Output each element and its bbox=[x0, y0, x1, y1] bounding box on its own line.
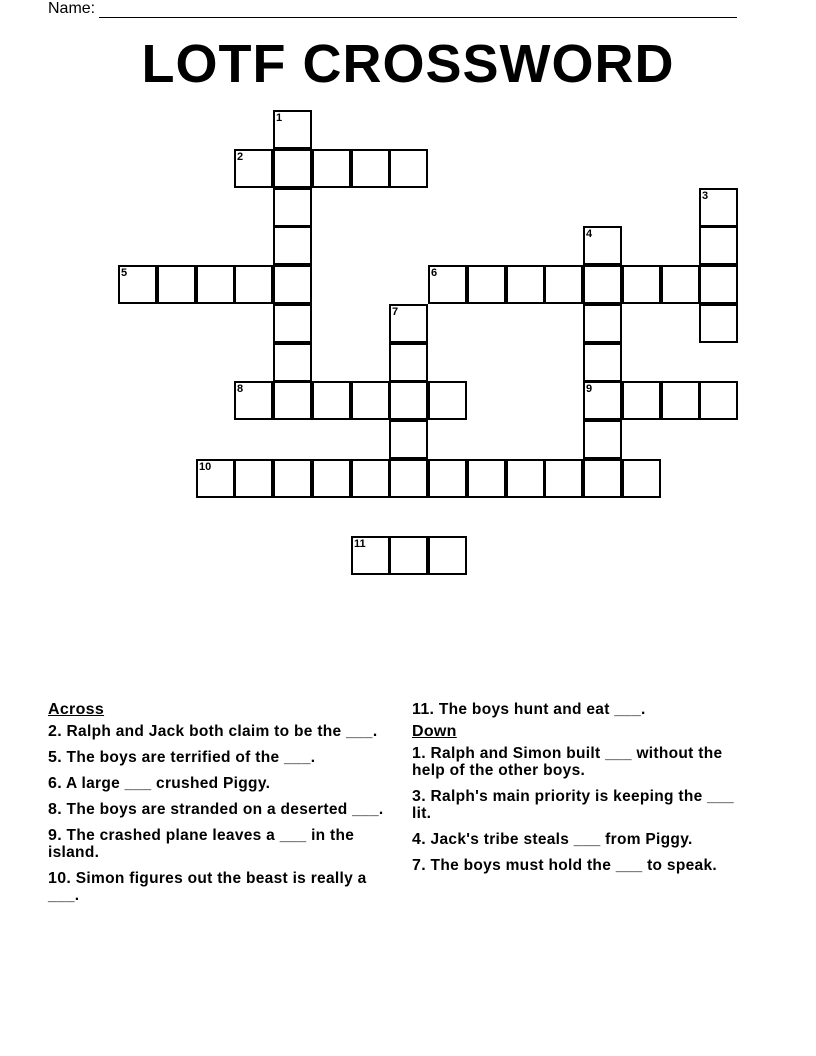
grid-cell[interactable] bbox=[234, 381, 273, 420]
clue-number: 9. bbox=[48, 827, 62, 844]
cell-number: 8 bbox=[237, 383, 244, 395]
grid-cell[interactable] bbox=[389, 381, 428, 420]
clue-number: 5. bbox=[48, 749, 62, 766]
grid-cell[interactable] bbox=[428, 381, 467, 420]
grid-cell[interactable] bbox=[506, 459, 545, 498]
grid-cell[interactable] bbox=[389, 420, 428, 459]
grid-cell[interactable] bbox=[389, 343, 428, 382]
grid-cell[interactable] bbox=[583, 265, 622, 304]
grid-cell[interactable] bbox=[661, 381, 700, 420]
clue-text: A large ___ crushed Piggy. bbox=[61, 775, 271, 792]
clue-text: The boys must hold the ___ to speak. bbox=[425, 857, 717, 874]
grid-cell[interactable] bbox=[312, 149, 351, 188]
grid-cell[interactable] bbox=[544, 265, 583, 304]
grid-cell[interactable] bbox=[699, 381, 738, 420]
grid-cell[interactable] bbox=[389, 536, 428, 575]
cell-number: 2 bbox=[237, 151, 244, 163]
grid-cell[interactable] bbox=[234, 149, 273, 188]
grid-cell[interactable] bbox=[273, 149, 312, 188]
clue-number: 6. bbox=[48, 775, 62, 792]
grid-cell[interactable] bbox=[273, 304, 312, 343]
grid-cell[interactable] bbox=[312, 381, 351, 420]
clue-text: Ralph's main priority is keeping the ___ lit. bbox=[412, 788, 734, 822]
cell-number: 1 bbox=[276, 112, 283, 124]
grid-cell[interactable] bbox=[389, 149, 428, 188]
across-clue-2 bbox=[48, 723, 388, 740]
grid-cell[interactable] bbox=[583, 226, 622, 265]
grid-cell[interactable] bbox=[312, 459, 351, 498]
across-clue-11 bbox=[412, 701, 757, 718]
clues-right-column bbox=[412, 701, 757, 883]
down-heading: Down bbox=[412, 723, 457, 740]
grid-cell[interactable] bbox=[273, 226, 312, 265]
across-clue-5 bbox=[48, 749, 388, 766]
grid-cell[interactable] bbox=[506, 265, 545, 304]
grid-cell[interactable] bbox=[273, 265, 312, 304]
cell-number: 11 bbox=[354, 538, 366, 550]
grid-cell[interactable] bbox=[467, 459, 506, 498]
cell-number: 9 bbox=[586, 383, 593, 395]
down-clue-3 bbox=[412, 788, 757, 822]
clue-number: 2. bbox=[48, 723, 62, 740]
clue-text: Ralph and Simon built ___ without the help of the other boys. bbox=[412, 745, 723, 779]
grid-cell[interactable] bbox=[428, 265, 467, 304]
grid-cell[interactable] bbox=[622, 459, 661, 498]
cell-number: 7 bbox=[392, 306, 399, 318]
down-clue-1 bbox=[412, 745, 757, 779]
clue-number: 7. bbox=[412, 857, 426, 874]
clues-left-column bbox=[48, 701, 388, 913]
down-clue-7 bbox=[412, 857, 757, 874]
clue-text: The boys are terrified of the ___. bbox=[61, 749, 316, 766]
cell-number: 10 bbox=[199, 461, 212, 473]
clue-text: The boys are stranded on a deserted ___. bbox=[61, 801, 384, 818]
grid-cell[interactable] bbox=[273, 188, 312, 227]
clue-text: The crashed plane leaves a ___ in the island. bbox=[48, 827, 355, 861]
grid-cell[interactable] bbox=[544, 459, 583, 498]
grid-cell[interactable] bbox=[583, 420, 622, 459]
clue-text: Ralph and Jack both claim to be the ___. bbox=[61, 723, 378, 740]
grid-cell[interactable] bbox=[234, 265, 273, 304]
clue-text: Jack's tribe steals ___ from Piggy. bbox=[425, 831, 693, 848]
clue-number: 8. bbox=[48, 801, 62, 818]
cell-number: 5 bbox=[121, 267, 128, 279]
grid-cell[interactable] bbox=[351, 381, 390, 420]
grid-cell[interactable] bbox=[273, 110, 312, 149]
grid-cell[interactable] bbox=[389, 459, 428, 498]
cell-number: 3 bbox=[702, 190, 709, 202]
across-clue-6 bbox=[48, 775, 388, 792]
grid-cell[interactable] bbox=[351, 149, 390, 188]
grid-cell[interactable] bbox=[699, 188, 738, 227]
page-title: LOTF CROSSWORD bbox=[141, 34, 675, 94]
grid-cell[interactable] bbox=[118, 265, 157, 304]
grid-cell[interactable] bbox=[583, 381, 622, 420]
grid-cell[interactable] bbox=[467, 265, 506, 304]
grid-cell[interactable] bbox=[428, 536, 467, 575]
grid-cell[interactable] bbox=[273, 343, 312, 382]
grid-cell[interactable] bbox=[351, 459, 390, 498]
grid-cell[interactable] bbox=[157, 265, 196, 304]
clue-number: 10. bbox=[48, 870, 72, 887]
grid-cell[interactable] bbox=[661, 265, 700, 304]
clue-text: Simon figures out the beast is really a ___. bbox=[48, 870, 367, 904]
grid-cell[interactable] bbox=[234, 459, 273, 498]
grid-cell[interactable] bbox=[351, 536, 390, 575]
clue-text: The boys hunt and eat ___. bbox=[434, 701, 646, 718]
grid-cell[interactable] bbox=[389, 304, 428, 343]
clue-number: 3. bbox=[412, 788, 426, 805]
across-clue-9 bbox=[48, 827, 388, 861]
cell-number: 4 bbox=[586, 228, 593, 240]
grid-cell[interactable] bbox=[699, 304, 738, 343]
grid-cell[interactable] bbox=[699, 226, 738, 265]
across-heading: Across bbox=[48, 701, 105, 718]
grid-cell[interactable] bbox=[273, 459, 312, 498]
clue-number: 4. bbox=[412, 831, 426, 848]
across-clue-8 bbox=[48, 801, 388, 818]
clue-number: 11. bbox=[412, 701, 435, 718]
clue-number: 1. bbox=[412, 745, 426, 762]
grid-cell[interactable] bbox=[622, 381, 661, 420]
across-clue-list bbox=[48, 723, 388, 904]
grid-cell[interactable] bbox=[699, 265, 738, 304]
grid-cell[interactable] bbox=[196, 265, 235, 304]
cell-number: 6 bbox=[431, 267, 438, 279]
down-clue-4 bbox=[412, 831, 757, 848]
grid-cell[interactable] bbox=[196, 459, 235, 498]
grid-cell[interactable] bbox=[583, 304, 622, 343]
grid-cell[interactable] bbox=[428, 459, 467, 498]
grid-cell[interactable] bbox=[622, 265, 661, 304]
grid-cell[interactable] bbox=[583, 459, 622, 498]
across-clue-10 bbox=[48, 870, 388, 904]
grid-cell[interactable] bbox=[273, 381, 312, 420]
name-label: Name: bbox=[48, 0, 96, 17]
grid-cell[interactable] bbox=[583, 343, 622, 382]
